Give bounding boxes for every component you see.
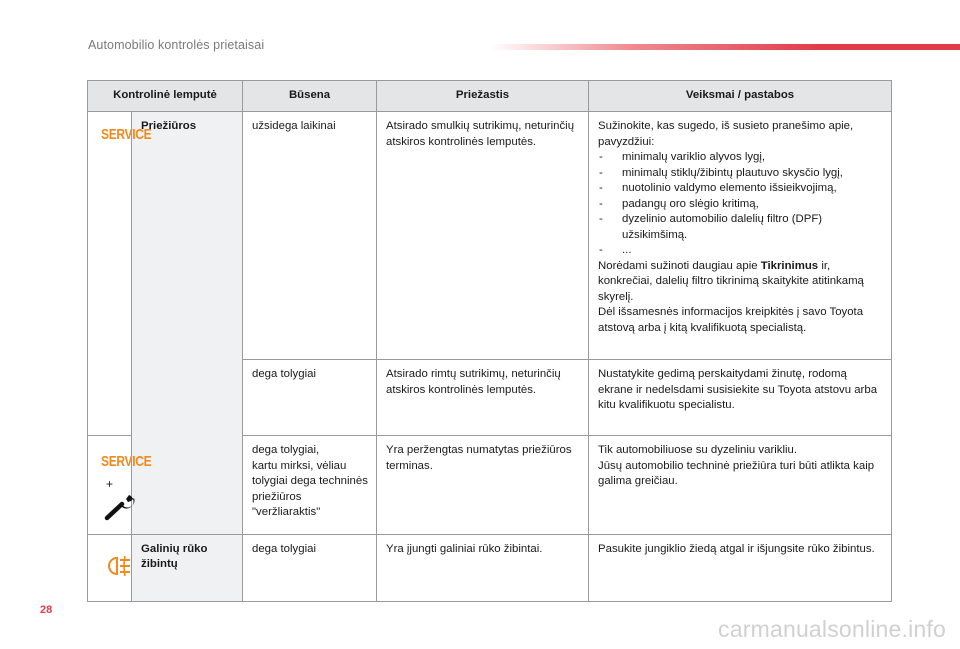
plus-sign: + xyxy=(105,476,113,491)
wrench-icon xyxy=(103,492,137,522)
table-row xyxy=(88,112,892,360)
action-cell: Pasukite jungiklio žiedą atgal ir išjungsite rūko žibintus. xyxy=(589,534,892,601)
service-warning-icon: SERVICE xyxy=(101,125,152,143)
list-item: - minimalų stiklų/žibintų plautuvo skysčio lygį, xyxy=(598,166,884,182)
action-cell: Nustatykite gedimą perskaitydami žinutę, rodomą ekrane ir nedelsdami susisiekite su Toyota atstovu arba kitu kvalifikuotu specialistu. xyxy=(589,360,892,436)
list-item: - ... xyxy=(598,243,884,259)
state-cell: dega tolygiai xyxy=(243,534,377,601)
fog-light-name: Galinių rūko žibintų xyxy=(132,534,243,601)
action-intro: Sužinokite, kas sugedo, iš susieto pranešimo apie, pavyzdžiui: xyxy=(598,120,854,148)
cause-cell: Yra peržengtas numatytas priežiūros terminas. xyxy=(377,436,589,535)
service-icon-cell xyxy=(88,112,152,436)
col-header-actions: Veiksmai / pastabos xyxy=(589,81,892,112)
action-cell xyxy=(589,112,892,360)
dealer-note: Dėl išsamesnės informacijos kreipkitės į savo Toyota atstovą arba į kitą kvalifikuotą specialistą. xyxy=(598,306,864,334)
service-wrench-icon-cell xyxy=(88,436,152,535)
check-list xyxy=(598,150,884,259)
col-header-state: Būsena xyxy=(243,81,377,112)
list-item: - padangų oro slėgio kritimą, xyxy=(598,197,884,213)
table-header-row xyxy=(88,81,892,112)
more-info-text: Norėdami sužinoti daugiau apie Tikrinimus ir, konkrečiai, dalelių filtro tikrinimą skaitykite atitinkamą skyrelį. xyxy=(598,259,864,303)
col-header-light: Kontrolinė lemputė xyxy=(88,81,243,112)
rear-fog-light-icon xyxy=(105,555,133,577)
list-item: - minimalų variklio alyvos lygį, xyxy=(598,150,884,166)
cause-cell: Yra įjungti galiniai rūko žibintai. xyxy=(377,534,589,601)
fog-icon-cell xyxy=(88,534,132,601)
page-number: 28 xyxy=(40,604,53,616)
warning-lights-table xyxy=(87,80,892,602)
list-item: - dyzelinio automobilio dalelių filtro (DPF) užsikimšimą. xyxy=(598,212,884,243)
cause-cell: Atsirado smulkių sutrikimų, neturinčių atskiros kontrolinės lemputės. xyxy=(377,112,589,360)
cause-cell: Atsirado rimtų sutrikimų, neturinčių atskiros kontrolinės lemputės. xyxy=(377,360,589,436)
service-light-name: Priežiūros xyxy=(132,112,243,535)
watermark: carmanualsonline.info xyxy=(718,616,946,642)
action-cell: Tik automobiliuose su dyzeliniu varikliu. Jūsų automobilio techninė priežiūra turi būti atlikta kaip galima greičiau. xyxy=(589,436,892,535)
col-header-cause: Priežastis xyxy=(377,81,589,112)
state-cell: užsidega laikinai xyxy=(243,112,377,360)
page-section-title: Automobilio kontrolės prietaisai xyxy=(88,38,265,52)
checks-reference: Tikrinimus xyxy=(760,259,819,272)
table-row xyxy=(88,534,892,601)
state-cell: dega tolygiai, kartu mirksi, vėliau tolygiai dega techninės priežiūros "veržliaraktis" xyxy=(243,436,377,535)
list-item: - nuotolinio valdymo elemento išsieikvojimą, xyxy=(598,181,884,197)
header-accent-bar xyxy=(490,44,960,50)
state-cell: dega tolygiai xyxy=(243,360,377,436)
service-warning-icon: SERVICE xyxy=(101,452,152,470)
